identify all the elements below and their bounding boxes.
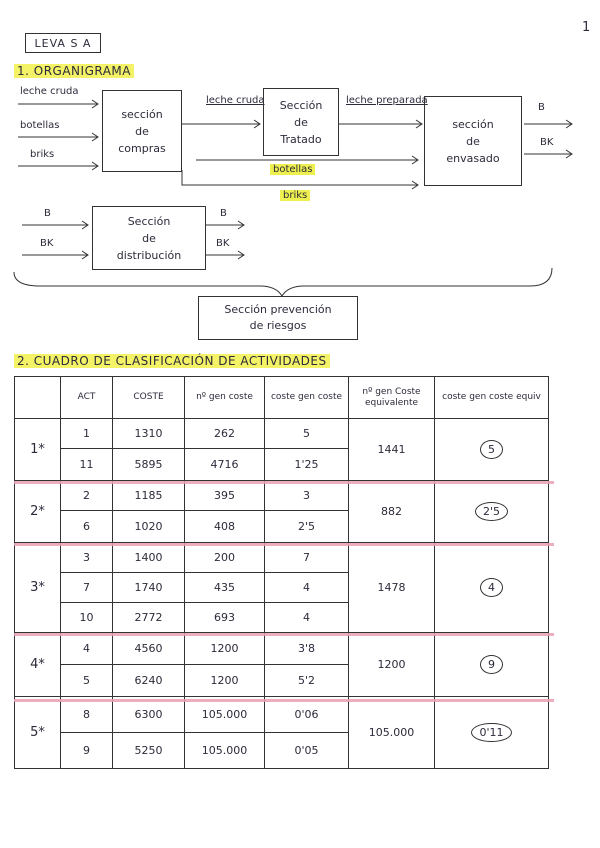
cell-equiv-n: 1478 xyxy=(349,543,435,633)
input-botellas: botellas xyxy=(20,120,60,131)
cell-coste-gen: 1'25 xyxy=(265,449,349,481)
group-label: 2* xyxy=(15,481,61,543)
cell-n-gen: 105.000 xyxy=(185,733,265,769)
cell-act: 11 xyxy=(61,449,113,481)
highlight-divider xyxy=(14,543,554,546)
cell-coste-gen: 5'2 xyxy=(265,665,349,697)
cell-coste: 4560 xyxy=(113,633,185,665)
equiv-cost-circle: 4 xyxy=(480,578,503,597)
label-briks-text: briks xyxy=(280,190,310,201)
cell-equiv-cost xyxy=(435,543,549,633)
highlight-divider xyxy=(14,481,554,484)
group-label: 5* xyxy=(15,697,61,769)
equiv-cost-circle: 2'5 xyxy=(475,502,508,521)
box-seccion-distribucion: Sección de distribución xyxy=(92,206,206,270)
table-row xyxy=(15,419,549,449)
label-leche-preparada: leche preparada xyxy=(346,95,428,106)
highlight-divider xyxy=(14,699,554,702)
brace xyxy=(14,268,552,296)
cell-n-gen: 395 xyxy=(185,481,265,511)
cell-coste-gen: 0'06 xyxy=(265,697,349,733)
label-botellas-bypass xyxy=(270,164,315,175)
header-n-gen-coste: nº gen coste xyxy=(185,377,265,419)
header-coste-gen-coste-equiv: coste gen coste equiv xyxy=(435,377,549,419)
cell-coste: 2772 xyxy=(113,603,185,633)
box-seccion-envasado: sección de envasado xyxy=(424,96,522,186)
label-botellas-text: botellas xyxy=(270,164,315,175)
cell-equiv-n: 1441 xyxy=(349,419,435,481)
cell-act: 2 xyxy=(61,481,113,511)
dist-output-b: B xyxy=(220,208,227,219)
section1-heading-text: 1. ORGANIGRAMA xyxy=(14,64,134,78)
label-leche-cruda: leche cruda xyxy=(206,95,265,106)
cell-n-gen: 4716 xyxy=(185,449,265,481)
cell-act: 6 xyxy=(61,511,113,543)
dist-output-bk: BK xyxy=(216,238,230,249)
cell-n-gen: 1200 xyxy=(185,633,265,665)
cell-equiv-cost xyxy=(435,481,549,543)
table-row xyxy=(15,633,549,665)
cell-coste-gen: 4 xyxy=(265,573,349,603)
document-title: LEVA S A xyxy=(25,33,101,53)
header-act: ACT xyxy=(61,377,113,419)
cell-coste: 1400 xyxy=(113,543,185,573)
cell-coste-gen: 3 xyxy=(265,481,349,511)
cell-equiv-cost xyxy=(435,633,549,697)
cell-n-gen: 262 xyxy=(185,419,265,449)
table-row xyxy=(15,481,549,511)
cell-coste: 5250 xyxy=(113,733,185,769)
cell-n-gen: 1200 xyxy=(185,665,265,697)
group-label: 3* xyxy=(15,543,61,633)
cell-act: 5 xyxy=(61,665,113,697)
cell-coste: 1740 xyxy=(113,573,185,603)
input-briks: briks xyxy=(30,149,55,160)
cell-act: 7 xyxy=(61,573,113,603)
section2-heading xyxy=(14,354,330,368)
cell-act: 3 xyxy=(61,543,113,573)
cell-equiv-n: 105.000 xyxy=(349,697,435,769)
cell-equiv-cost xyxy=(435,697,549,769)
cell-act: 1 xyxy=(61,419,113,449)
cell-n-gen: 435 xyxy=(185,573,265,603)
box-seccion-prevencion-riesgos: Sección prevención de riesgos xyxy=(198,296,358,340)
group-label: 1* xyxy=(15,419,61,481)
cell-n-gen: 200 xyxy=(185,543,265,573)
cell-coste-gen: 5 xyxy=(265,419,349,449)
cell-n-gen: 693 xyxy=(185,603,265,633)
equiv-cost-circle: 0'11 xyxy=(471,723,511,742)
activities-table xyxy=(14,376,549,769)
cell-equiv-n: 882 xyxy=(349,481,435,543)
cell-equiv-n: 1200 xyxy=(349,633,435,697)
dist-input-b: B xyxy=(44,208,51,219)
header-n-gen-coste-equiv: nº gen Coste equivalente xyxy=(349,377,435,419)
cell-n-gen: 408 xyxy=(185,511,265,543)
group-label: 4* xyxy=(15,633,61,697)
cell-coste: 1020 xyxy=(113,511,185,543)
cell-act: 10 xyxy=(61,603,113,633)
cell-coste-gen: 2'5 xyxy=(265,511,349,543)
cell-act: 4 xyxy=(61,633,113,665)
table-row xyxy=(15,543,549,573)
cell-equiv-cost xyxy=(435,419,549,481)
cell-act: 8 xyxy=(61,697,113,733)
label-briks-bypass xyxy=(280,190,310,201)
output-bk: BK xyxy=(540,137,554,148)
box-seccion-tratado: Sección de Tratado xyxy=(263,88,339,156)
cell-coste: 6240 xyxy=(113,665,185,697)
highlight-divider xyxy=(14,633,554,636)
header-coste-gen-coste: coste gen coste xyxy=(265,377,349,419)
equiv-cost-circle: 9 xyxy=(480,655,503,674)
cell-coste-gen: 7 xyxy=(265,543,349,573)
output-b: B xyxy=(538,102,545,113)
cell-coste-gen: 4 xyxy=(265,603,349,633)
equiv-cost-circle: 5 xyxy=(480,440,503,459)
cell-act: 9 xyxy=(61,733,113,769)
input-leche-cruda: leche cruda xyxy=(20,86,79,97)
header-coste: COSTE xyxy=(113,377,185,419)
box-seccion-compras: sección de compras xyxy=(102,90,182,172)
cell-coste: 5895 xyxy=(113,449,185,481)
cell-coste: 1310 xyxy=(113,419,185,449)
section2-heading-text: 2. CUADRO DE CLASIFICACIÓN DE ACTIVIDADES xyxy=(14,354,330,368)
page-number: 1 xyxy=(582,20,591,35)
dist-input-bk: BK xyxy=(40,238,54,249)
cell-coste: 1185 xyxy=(113,481,185,511)
header-group xyxy=(15,377,61,419)
cell-coste-gen: 3'8 xyxy=(265,633,349,665)
cell-coste-gen: 0'05 xyxy=(265,733,349,769)
cell-n-gen: 105.000 xyxy=(185,697,265,733)
cell-coste: 6300 xyxy=(113,697,185,733)
